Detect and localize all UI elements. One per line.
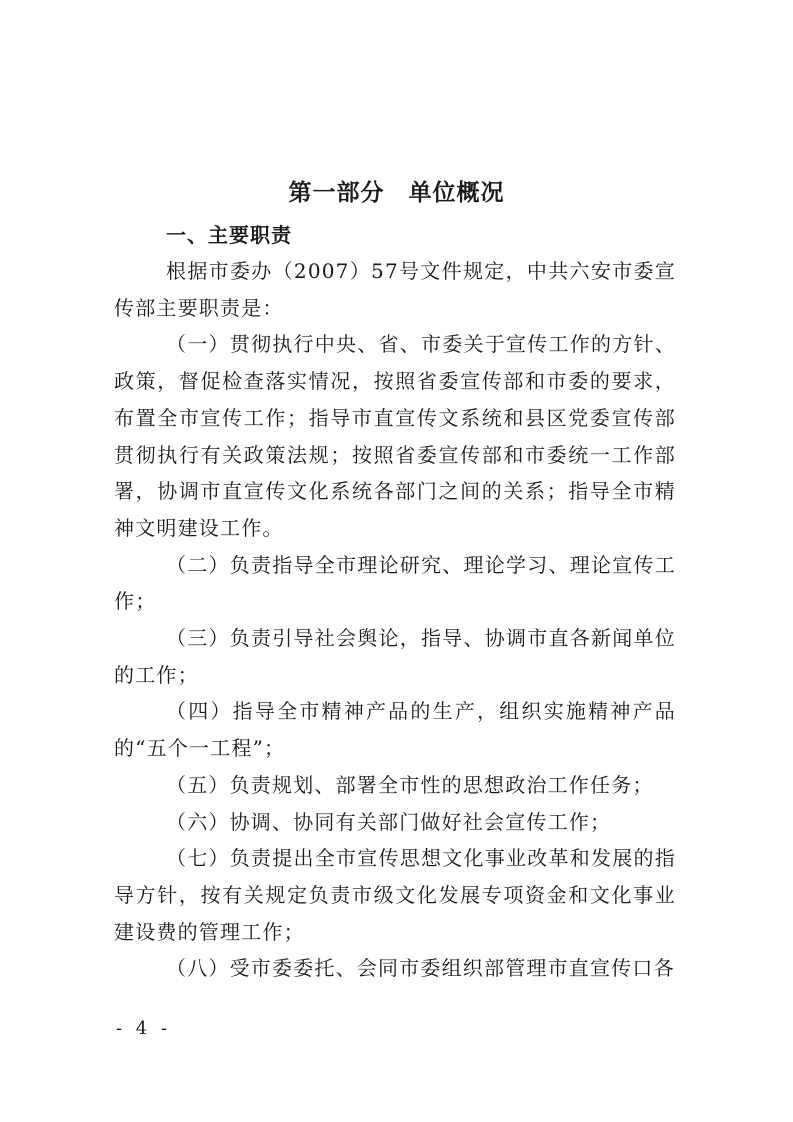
- paragraph-duty-4: （四）指导全市精神产品的生产，组织实施精神产品的“五个一工程”；: [114, 699, 676, 761]
- section-heading: 一、主要职责: [166, 223, 292, 247]
- paragraph-duty-1: （一）贯彻执行中央、省、市委关于宣传工作的方针、政策，督促检查落实情况，按照省委宣传部和市委的要求，布置全市宣传工作；指导市直宣传文系统和县区党委宣传部贯彻执行有关政策法规；按照省委宣传部和市委统一工作部署，协调市直宣传文化系统各部门之间的关系；指导全市精神文明建设工作。: [114, 332, 676, 540]
- paragraph-duty-5: （五）负责规划、部署全市性的思想政治工作任务；: [166, 772, 654, 797]
- body-text: [114, 253, 676, 987]
- paragraph-duty-8: （八）受市委委托、会同市委组织部管理市直宣传口各: [166, 956, 675, 981]
- page-number: - 4 -: [116, 1018, 172, 1039]
- paragraph-duty-6: （六）协调、协同有关部门做好社会宣传工作；: [166, 809, 612, 834]
- paragraph-duty-3: （三）负责引导社会舆论，指导、协调市直各新闻单位的工作；: [114, 626, 676, 687]
- paragraph-intro: 根据市委办（2007）57号文件规定，中共六安市委宣传部主要职责是：: [114, 259, 676, 320]
- page-title: 第一部分 单位概况: [288, 180, 505, 206]
- paragraph-duty-7: （七）负责提出全市宣传思想文化事业改革和发展的指导方针，按有关规定负责市级文化发展专项资金和文化事业建设费的管理工作；: [114, 846, 676, 944]
- paragraph-duty-2: （二）负责指导全市理论研究、理论学习、理论宣传工作；: [114, 552, 676, 614]
